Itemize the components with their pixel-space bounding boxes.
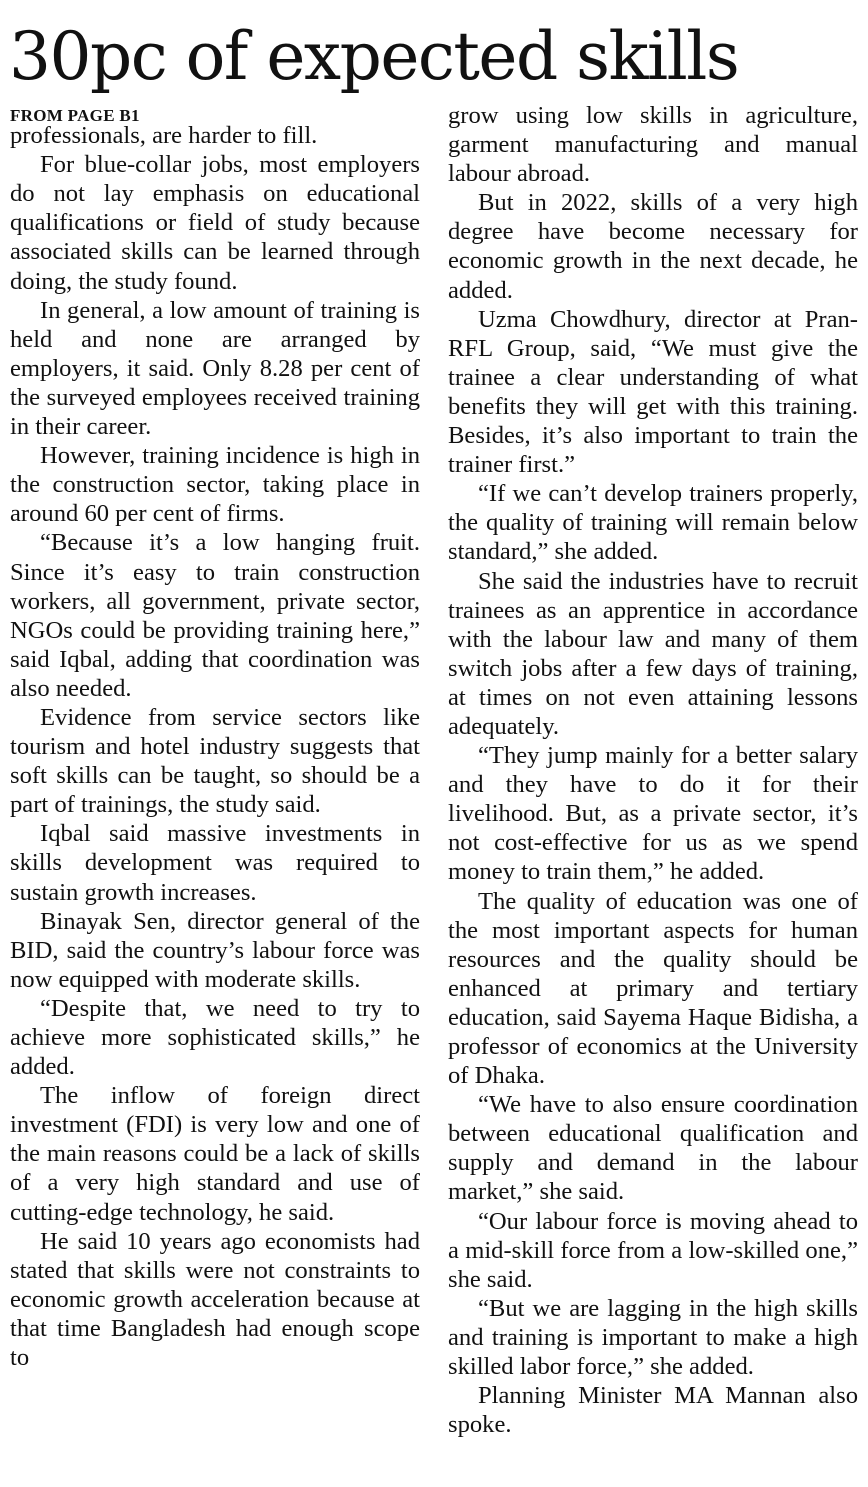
article-paragraph: professionals, are harder to fill. <box>10 122 318 150</box>
article-paragraph: She said the industries have to recruit trainees as an apprentice in accordance with the labour law and many of them switch jobs after a few days of training, at times on not even attaining lessons adequately. <box>448 567 858 740</box>
article-paragraph: “They jump mainly for a better salary and they have to do it for their livelihood. But, as a private sector, it’s not cost-effective for us as we spend money to train them,” he added. <box>448 742 858 886</box>
article-column-left <box>10 101 420 1372</box>
continuation-kicker: FROM PAGE B1 <box>10 106 140 125</box>
article-paragraph: But in 2022, skills of a very high degree have become necessary for economic growth in the next decade, he added. <box>448 189 858 304</box>
article-paragraph: Evidence from service sectors like tourism and hotel industry suggests that soft skills can be taught, so should be a part of trainings, the study said. <box>10 703 420 819</box>
article-paragraph: Planning Minister MA Mannan also spoke. <box>448 1382 858 1439</box>
article-paragraph: The inflow of foreign direct investment (FDI) is very low and one of the main reasons could be a lack of skills of a very high standard and use of cutting-edge technology, he said. <box>10 1082 420 1226</box>
article-paragraph: “But we are lagging in the high skills and training is important to make a high skilled labor force,” she added. <box>448 1294 858 1381</box>
article-paragraph: In general, a low amount of training is held and none are arranged by employers, it said. Only 8.28 per cent of the surveyed employees received training in their career. <box>10 296 420 441</box>
article-column-right <box>448 101 858 1439</box>
article-paragraph: “Because it’s a low hanging fruit. Since it’s easy to train construction workers, all government, private sector, NGOs could be providing training here,” said Iqbal, adding that coordination was also needed. <box>10 529 420 702</box>
article-paragraph: “We have to also ensure coordination between educational qualification and supply and demand in the labour market,” she said. <box>448 1091 858 1206</box>
article-paragraph: The quality of education was one of the most important aspects for human resources and the quality should be enhanced at primary and tertiary education, said Sayema Haque Bidisha, a professor of economics at the University of Dhaka. <box>448 887 858 1090</box>
article-paragraph: Binayak Sen, director general of the BID, said the country’s labour force was now equipped with moderate skills. <box>10 907 420 993</box>
article-paragraph: grow using low skills in agriculture, garment manufacturing and manual labour abroad. <box>448 102 858 188</box>
article-paragraph: He said 10 years ago economists had stated that skills were not constraints to economic growth acceleration because at that time Bangladesh had enough scope to <box>10 1227 420 1372</box>
article-paragraph: Uzma Chowdhury, director at Pran-RFL Group, said, “We must give the trainee a clear understanding of what benefits they will get with this training. Besides, it’s also important to train the trainer first.” <box>448 305 858 479</box>
article-paragraph: Iqbal said massive investments in skills development was required to sustain growth increases. <box>10 820 420 906</box>
headline: 30pc of expected skills <box>9 18 739 95</box>
article-paragraph: “Despite that, we need to try to achieve more sophisticated skills,” he added. <box>10 994 420 1081</box>
article-paragraph: “Our labour force is moving ahead to a mid-skill force from a low-skilled one,” she said. <box>448 1207 858 1293</box>
article-paragraph: “If we can’t develop trainers properly, the quality of training will remain below standard,” she added. <box>448 480 858 566</box>
article-paragraph: However, training incidence is high in the construction sector, taking place in around 60 per cent of firms. <box>10 442 420 528</box>
article-paragraph: For blue-collar jobs, most employers do not lay emphasis on educational qualifications or field of study because associated skills can be learned through doing, the study found. <box>10 151 420 295</box>
